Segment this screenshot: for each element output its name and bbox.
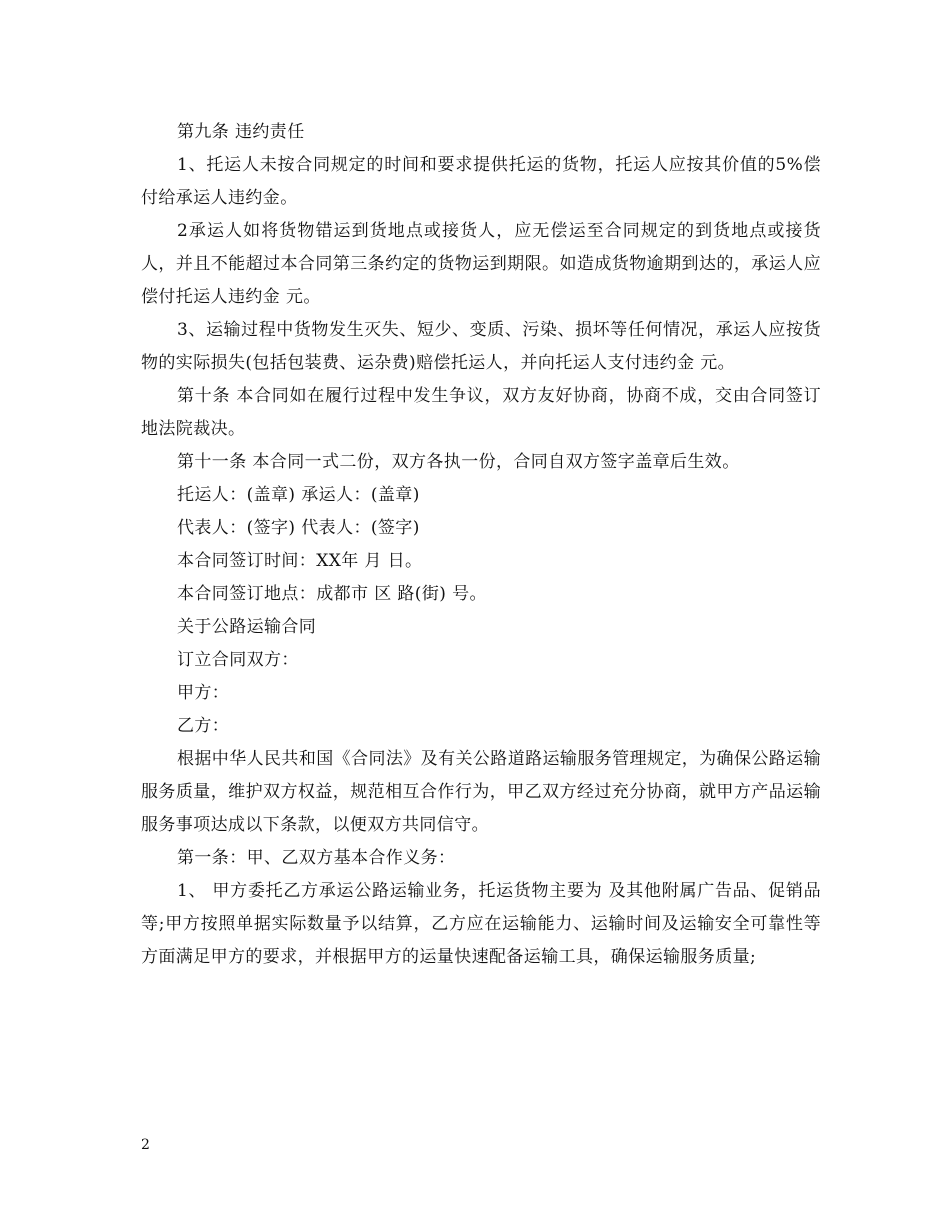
parties-heading: 订立合同双方： bbox=[177, 650, 299, 670]
document-body bbox=[141, 116, 821, 974]
article-9-clause-3: 3、运输过程中货物发生灭失、短少、变质、污染、损坏等任何情况，承运人应按货物的实际损失(包括包装费、运杂费)赔偿托运人，并向托运人支付违约金 元。 bbox=[141, 320, 821, 373]
article-9-heading: 第九条 违约责任 bbox=[177, 122, 305, 142]
signing-place: 本合同签订地点：成都市 区 路(街) 号。 bbox=[177, 584, 487, 604]
signature-line: 代表人：(签字) 代表人：(签字) bbox=[177, 518, 420, 538]
article-9-clause-1: 1、托运人未按合同规定的时间和要求提供托运的货物，托运人应按其价值的5%偿付给承运人违约金。 bbox=[141, 155, 821, 208]
article-1-heading: 第一条：甲、乙双方基本合作义务： bbox=[177, 848, 456, 868]
party-a: 甲方： bbox=[177, 683, 230, 703]
article-1-clause-1: 1、 甲方委托乙方承运公路运输业务，托运货物主要为 及其他附属广告品、促销品等;甲方按照单据实际数量予以结算，乙方应在运输能力、运输时间及运输安全可靠性等方面满足甲方的要求，并根据甲方的运量快速配备运输工具，确保运输服务质量; bbox=[141, 881, 821, 967]
page-number: 2 bbox=[141, 1137, 150, 1153]
seal-line: 托运人：(盖章) 承运人：(盖章) bbox=[177, 485, 420, 505]
article-10: 第十条 本合同如在履行过程中发生争议，双方友好协商，协商不成，交由合同签订地法院裁决。 bbox=[141, 386, 821, 439]
article-11: 第十一条 本合同一式二份，双方各执一份，合同自双方签字盖章后生效。 bbox=[177, 452, 740, 472]
signing-date: 本合同签订时间：XX年 月 日。 bbox=[177, 551, 423, 571]
preamble: 根据中华人民共和国《合同法》及有关公路道路运输服务管理规定，为确保公路运输服务质量，维护双方权益，规范相互合作行为，甲乙双方经过充分协商，就甲方产品运输服务事项达成以下条款，以便双方共同信守。 bbox=[141, 749, 821, 835]
party-b: 乙方： bbox=[177, 716, 230, 736]
article-9-clause-2: 2承运人如将货物错运到货地点或接货人，应无偿运至合同规定的到货地点或接货人，并且不能超过本合同第三条约定的货物运到期限。如造成货物逾期到达的，承运人应偿付托运人违约金 元。 bbox=[141, 221, 821, 307]
contract-title: 关于公路运输合同 bbox=[177, 617, 317, 637]
